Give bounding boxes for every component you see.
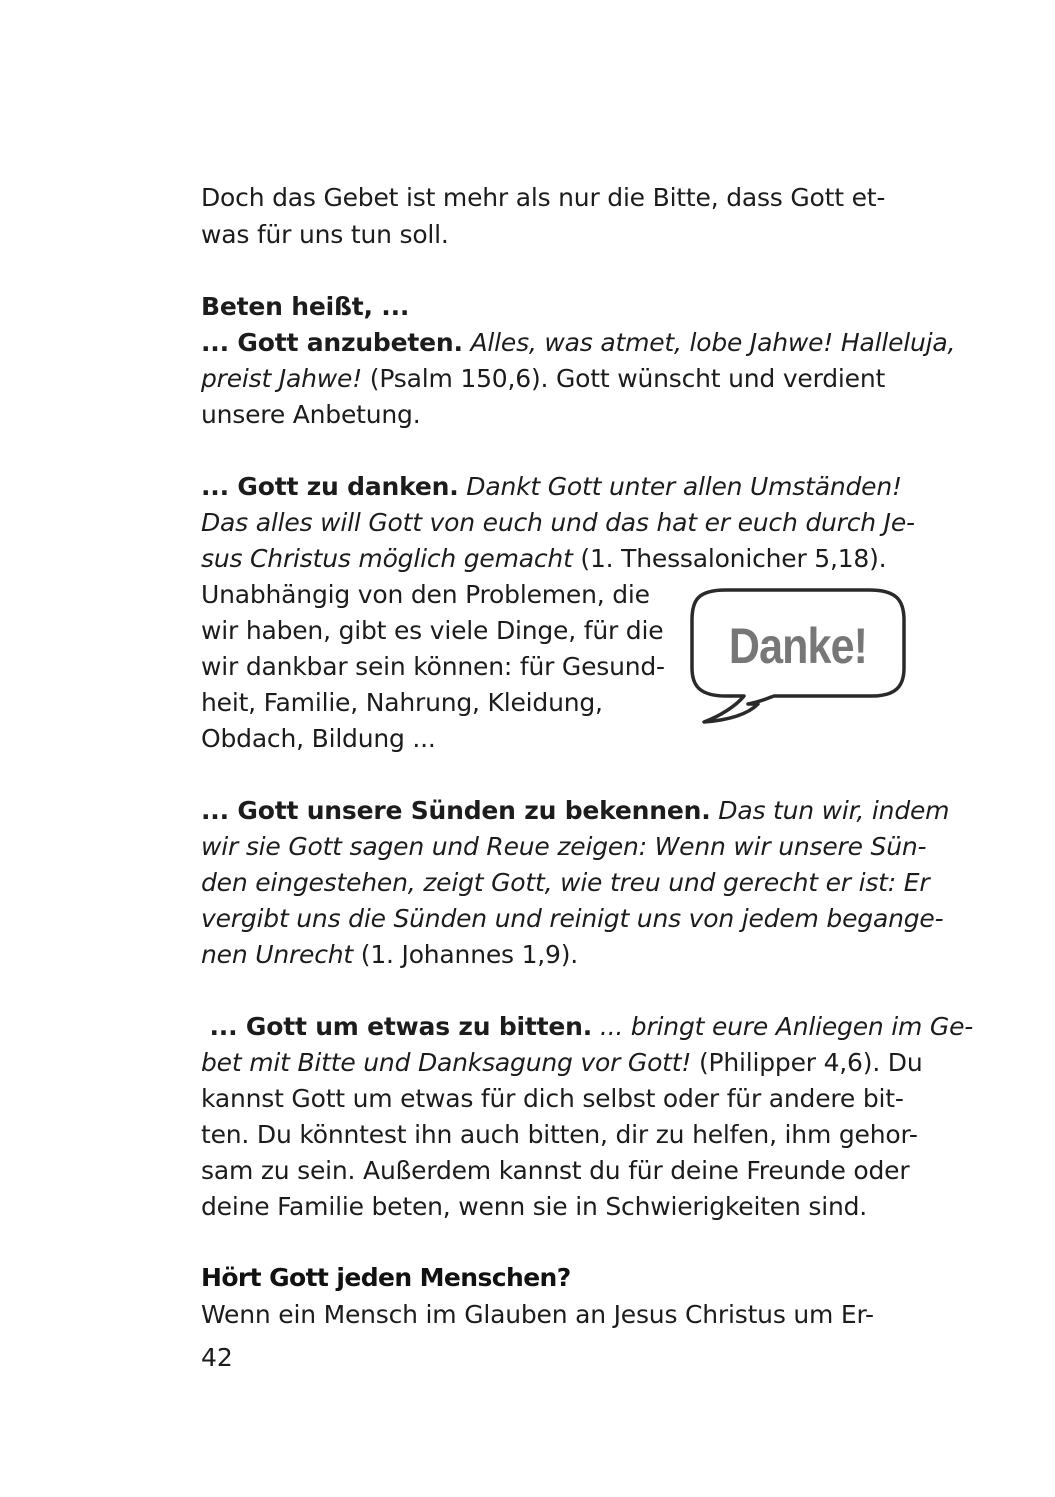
page-number: 42: [201, 1343, 233, 1372]
bekennen-quote-1: Das tun wir, indem: [710, 796, 950, 825]
anbeten-line-1: [201, 325, 955, 361]
danken-line-7: heit, Familie, Nahrung, Kleidung,: [201, 688, 603, 717]
anbeten-line-2: [201, 361, 885, 397]
bitten-lead: ... Gott um etwas zu bitten.: [201, 1012, 593, 1041]
section-heading: Hört Gott jeden Menschen?: [201, 1263, 571, 1292]
bitten-line-4: ten. Du könntest ihn auch bitten, dir zu helfen, ihm gehor-: [201, 1120, 918, 1149]
anbeten-reference: (Psalm 150,6). Gott wünscht und verdient: [362, 364, 886, 393]
danken-line-2: Das alles will Gott von euch und das hat er euch durch Je-: [201, 508, 915, 537]
danken-quote-3: sus Christus möglich gemacht: [201, 544, 573, 573]
danken-line-5: wir haben, gibt es viele Dinge, für die: [201, 616, 664, 645]
danken-line-1: [201, 469, 902, 505]
beten-heading: Beten heißt, ...: [201, 292, 410, 321]
danken-line-8: Obdach, Bildung ...: [201, 724, 436, 753]
danken-line-6: wir dankbar sein können: für Gesund-: [201, 652, 665, 681]
danken-reference: (1. Thessalonicher 5,18).: [572, 544, 887, 573]
bitten-line-2: [201, 1045, 923, 1081]
bekennen-quote-5: nen Unrecht: [201, 940, 354, 969]
danken-quote-1: Dankt Gott unter allen Umständen!: [458, 472, 902, 501]
danken-line-4: Unabhängig von den Problemen, die: [201, 580, 650, 609]
bubble-text: Danke!: [728, 618, 868, 674]
bekennen-reference: (1. Johannes 1,9).: [353, 940, 579, 969]
anbeten-quote-1: Alles, was atmet, lobe Jahwe! Halleluja,: [462, 328, 956, 357]
anbeten-lead: ... Gott anzubeten.: [201, 328, 463, 357]
bitten-line-1: [201, 1009, 973, 1045]
bitten-reference: (Philipper 4,6). Du: [691, 1048, 923, 1077]
anbeten-line-3: unsere Anbetung.: [201, 400, 421, 429]
bekennen-line-4: vergibt uns die Sünden und reinigt uns von jedem begange-: [201, 904, 944, 933]
bekennen-line-1: [201, 793, 949, 829]
bitten-line-6: deine Familie beten, wenn sie in Schwierigkeiten sind.: [201, 1192, 868, 1221]
danken-line-3: [201, 541, 886, 577]
speech-bubble-icon: [686, 586, 910, 730]
intro-line-2: was für uns tun soll.: [201, 220, 449, 249]
bekennen-line-5: [201, 937, 578, 973]
bekennen-line-3: den eingestehen, zeigt Gott, wie treu und gerecht er ist: Er: [201, 868, 930, 897]
bitten-line-5: sam zu sein. Außerdem kannst du für deine Freunde oder: [201, 1156, 910, 1185]
bekennen-line-2: wir sie Gott sagen und Reue zeigen: Wenn wir unsere Sün-: [201, 832, 927, 861]
intro-line-1: Doch das Gebet ist mehr als nur die Bitte, dass Gott et-: [201, 183, 886, 212]
bitten-quote-1: ... bringt eure Anliegen im Ge-: [592, 1012, 974, 1041]
bitten-quote-2: bet mit Bitte und Danksagung vor Gott!: [201, 1048, 692, 1077]
bekennen-lead: ... Gott unsere Sünden zu bekennen.: [201, 796, 711, 825]
anbeten-quote-2: preist Jahwe!: [201, 364, 363, 393]
hoert-line-1: Wenn ein Mensch im Glauben an Jesus Christus um Er-: [201, 1300, 874, 1329]
bitten-line-3: kannst Gott um etwas für dich selbst oder für andere bit-: [201, 1084, 904, 1113]
danken-lead: ... Gott zu danken.: [201, 472, 459, 501]
